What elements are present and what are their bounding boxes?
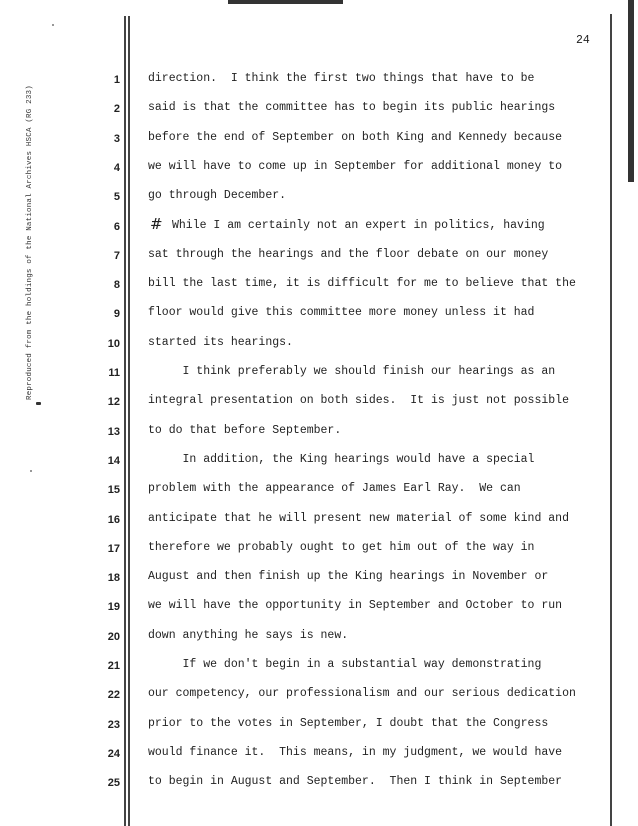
- line-number: 22: [107, 689, 120, 702]
- line-number: 2: [113, 103, 120, 116]
- transcript-line: prior to the votes in September, I doubt that the Congress: [148, 716, 549, 730]
- line-number: 15: [107, 484, 120, 497]
- line-number: 8: [113, 279, 120, 292]
- transcript-line: anticipate that he will present new material of some kind and: [148, 511, 569, 525]
- transcript-line: go through December.: [148, 189, 287, 203]
- line-number: 13: [107, 425, 120, 438]
- transcript-line: to begin in August and September. Then I think in September: [148, 775, 563, 789]
- transcript-line: bill the last time, it is difficult for me to believe that the: [148, 277, 576, 291]
- transcript-line: direction. I think the first two things that have to be: [148, 72, 535, 85]
- transcript-line: I think preferably we should finish our hearings as an: [148, 365, 556, 378]
- transcript-line: to do that before September.: [148, 423, 342, 437]
- archive-margin-note: Reproduced from the holdings of the National Archives HSCA (RG 233): [26, 85, 34, 400]
- right-margin-rule: [610, 14, 612, 826]
- line-number: 17: [107, 542, 120, 555]
- transcript-line: [150, 214, 545, 233]
- left-margin-rule-inner: [128, 16, 130, 826]
- transcript-line: August and then finish up the King hearings in November or: [148, 570, 549, 584]
- left-margin-rule-outer: [124, 16, 126, 826]
- line-text: While I am certainly not an expert in politics, having: [172, 218, 545, 232]
- line-number: 14: [107, 454, 120, 467]
- scan-right-edge: [628, 0, 634, 182]
- line-number: 25: [107, 777, 120, 790]
- line-number: 1: [113, 74, 120, 86]
- line-number: 11: [108, 367, 120, 379]
- scan-top-edge: [228, 0, 343, 4]
- line-number: 7: [113, 249, 120, 262]
- line-number: 23: [107, 718, 120, 731]
- line-number: 3: [113, 132, 120, 145]
- line-number: 9: [113, 308, 120, 321]
- transcript-line: If we don't begin in a substantial way demonstrating: [148, 658, 542, 671]
- transcript-line: sat through the hearings and the floor debate on our money: [148, 247, 549, 261]
- transcript-line: we will have the opportunity in September and October to run: [148, 599, 563, 613]
- transcript-line: In addition, the King hearings would have a special: [148, 452, 535, 466]
- transcript-line: would finance it. This means, in my judgment, we would have: [148, 745, 563, 759]
- transcript-line: started its hearings.: [148, 335, 293, 349]
- transcript-line: therefore we probably ought to get him out of the way in: [148, 540, 535, 554]
- line-number: 21: [107, 660, 120, 672]
- handwritten-paragraph-mark: #: [150, 214, 163, 233]
- transcript-line: floor would give this committee more money unless it had: [148, 306, 535, 320]
- transcript-line: said is that the committee has to begin its public hearings: [148, 101, 556, 115]
- transcript-line: our competency, our professionalism and our serious dedication: [148, 687, 576, 701]
- transcript-line: down anything he says is new.: [148, 628, 349, 642]
- line-number: 24: [107, 747, 120, 760]
- line-number: 16: [107, 513, 120, 526]
- line-number: 19: [107, 601, 120, 614]
- line-number: 12: [107, 396, 120, 409]
- line-number: 10: [107, 337, 120, 350]
- line-number: 4: [113, 161, 120, 174]
- transcript-line: we will have to come up in September for additional money to: [148, 159, 563, 173]
- transcript-line: before the end of September on both King and Kennedy because: [148, 130, 563, 144]
- page-number: 24: [576, 34, 590, 47]
- transcript-line: integral presentation on both sides. It is just not possible: [148, 394, 569, 408]
- line-number: 20: [107, 630, 120, 643]
- transcript-line: problem with the appearance of James Earl Ray. We can: [148, 482, 521, 496]
- line-number: 5: [113, 191, 120, 204]
- line-number: 6: [113, 220, 120, 233]
- line-number: 18: [107, 572, 120, 585]
